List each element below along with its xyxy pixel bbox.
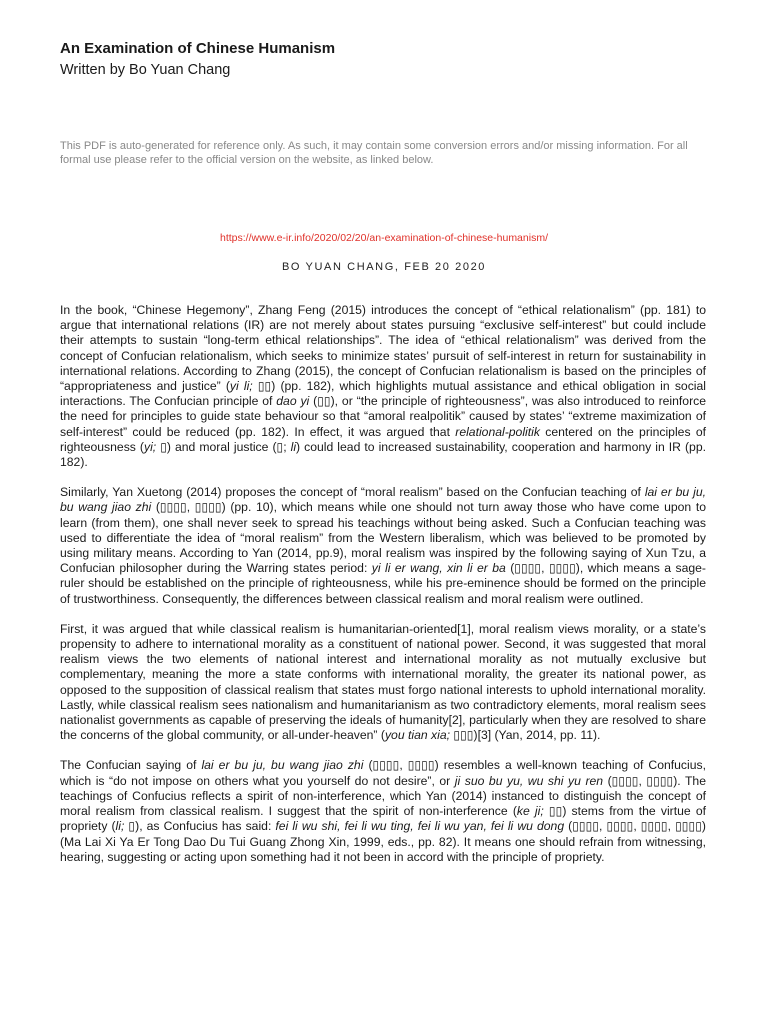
text-run: (▯▯▯▯, ▯▯▯▯) resembles a well-known teaching of Confucius, which is “do not impose on others what you yourself do not desire”, or — [60, 758, 706, 788]
pinyin-term: yi li er wang, xin li er ba — [371, 561, 506, 576]
text-run: (▯▯▯▯, ▯▯▯▯, ▯▯▯▯, ▯▯▯▯) (Ma Lai Xi Ya Er Tong Dao Du Tui Guang Zhong Xin, 1999, eds., pp. 82). It means one should refrain from witnessing, hearing, suggesting or acting upon something had it not been in accord with the principle of propriety. — [60, 819, 706, 864]
pinyin-term: lai er bu ju, bu wang jiao zhi — [60, 485, 706, 515]
text-run: ▯) and moral justice (▯; — [156, 439, 291, 454]
author-line: Written by Bo Yuan Chang — [60, 62, 231, 78]
text-run: ) could lead to increased sustainability, cooperation and harmony in IR (pp. 182). — [60, 439, 706, 470]
text-run: First, it was argued that while classical realism is humanitarian-oriented[1], moral realism views morality, or a state’s propensity to adhere to international morality as a constituent of national power. Second, it was suggested that moral realism views the two elements of national interest and international morality as not mutually exclusive but complementary, meaning the more a state conforms with international morality, the greater its national power, as opposed to the supposition of classical realism that states must forgo national interests to uphold international morality. Lastly, while classical realism sees nationalism and humanitarianism as two contradictory elements, moral realism sees nationalist governments as capable of preserving the ideals of humanity[2], particularly when they are resolved to share the concerns of the global community, or all-under-heaven” ( — [60, 621, 706, 743]
text-run: ▯▯) stems from the virtue of propriety ( — [60, 804, 706, 834]
pinyin-term: lai er bu ju, bu wang jiao zhi — [201, 758, 364, 773]
article-body — [60, 303, 706, 880]
pinyin-term: li; — [115, 819, 125, 834]
text-run: The Confucian saying of — [60, 758, 202, 773]
text-run: ▯▯) (pp. 182), which highlights mutual assistance and ethical obligation in social interactions. The Confucian principle of — [60, 379, 706, 409]
paragraph-2 — [60, 485, 706, 607]
paragraph-1 — [60, 303, 706, 470]
text-run: ▯), as Confucius has said: — [124, 819, 276, 834]
pinyin-term: li — [290, 439, 297, 454]
text-run: (▯▯▯▯, ▯▯▯▯), which means a sage-ruler should be established on the principle of righteousness, while his pre-eminence should be formed on the principle of trustworthiness. Consequently, the differences between classical realism and moral realism were outlined. — [60, 561, 706, 606]
pinyin-term: yi; — [143, 439, 157, 454]
pdf-notice: This PDF is auto-generated for reference only. As such, it may contain some conversion errors and/or missing information. For all formal use please refer to the official version on the website, as linked below. — [60, 140, 688, 166]
source-link[interactable]: https://www.e-ir.info/2020/02/20/an-examination-of-chinese-humanism/ — [219, 232, 548, 244]
text-run: (▯▯), or “the principle of righteousness”, was also introduced to reinforce the need for principles to guide state behaviour so that “amoral realpolitik” caused by states’ “extreme maximization of self-interest” could be reduced (pp. 182). In effect, it was argued that — [60, 394, 706, 439]
paragraph-4 — [60, 758, 706, 864]
document-title: An Examination of Chinese Humanism — [60, 40, 336, 57]
emphasis-term: relational-politik — [455, 424, 540, 439]
text-run: In the book, “Chinese Hegemony”, Zhang Feng (2015) introduces the concept of “ethical relationalism” (pp. 181) to argue that international relations (IR) are not merely about states pursuing “exclusive self-interest” but could include their attempts to sustain “long-term ethical relationships”. The idea of “ethical relationalism” was derived from the concept of Confucian relationalism, which seeks to minimize states’ pursuit of self-interest in return for sustainability in international relations. According to Zhang (2015), the concept of Confucian relationalism is based on the principles of “appropriateness and justice” ( — [60, 303, 706, 394]
text-run: ▯▯▯)[3] (Yan, 2014, pp. 11). — [450, 728, 601, 743]
pinyin-term: dao yi — [276, 394, 310, 409]
pinyin-term: you tian xia; — [384, 728, 450, 743]
text-run: Similarly, Yan Xuetong (2014) proposes the concept of “moral realism” based on the Confucian teaching of — [60, 485, 645, 500]
text-run: (▯▯▯▯, ▯▯▯▯). The teachings of Confucius reflects a spirit of non-interference, which Yan (2014) instanced to distinguish the concept of moral realism from classical realism. I suggest that the spirit of non-interference ( — [60, 773, 706, 819]
pinyin-term: ke ji; — [516, 804, 544, 819]
article-byline: BO YUAN CHANG, FEB 20 2020 — [281, 261, 487, 273]
pinyin-term: yi li; — [229, 379, 253, 394]
pinyin-term: ji suo bu yu, wu shi yu ren — [454, 773, 604, 788]
paragraph-3 — [60, 622, 706, 744]
text-run: (▯▯▯▯, ▯▯▯▯) (pp. 10), which means while one should not turn away those who have come upon to learn (from them), one shall never seek to spread his teachings without being asked. Such a Confucian teaching was used to differentiate the idea of “moral realism” from the Western liberalism, which was believed to be promoted by using military means. According to Yan (2014, pp.9), moral realism was inspired by the following saying of Xun Tzu, a Confucian philosopher during the Warring states period: — [60, 500, 706, 576]
text-run: centered on the principles of righteousness ( — [60, 424, 706, 454]
pinyin-term: fei li wu shi, fei li wu ting, fei li wu yan, fei li wu dong — [275, 819, 565, 834]
